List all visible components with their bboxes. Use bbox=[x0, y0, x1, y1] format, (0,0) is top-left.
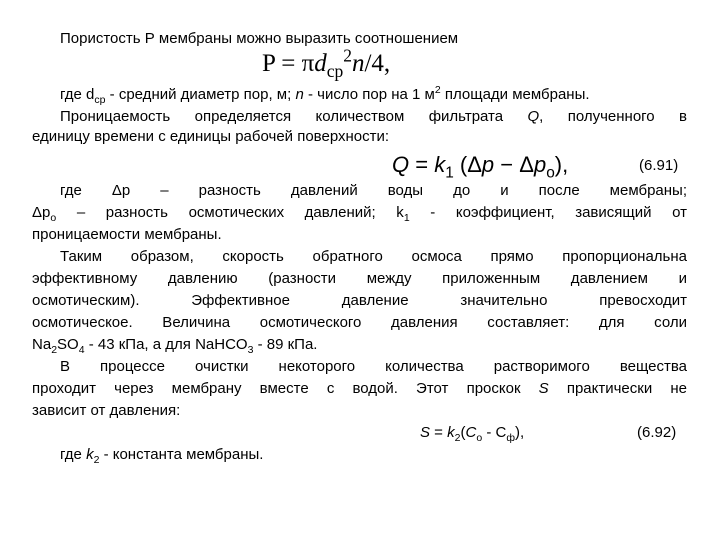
paragraph-osmosis-line2: эффективному давлению (разности между приложенным давлением и bbox=[32, 270, 687, 287]
paragraph-pressure-line2: $\Delta р_о$ – разность осмотических давлений; $k_1$ - коэффициент, зависящий от bbox=[32, 204, 687, 224]
paragraph-k2-definition: где $k_2$ - константа мембраны. bbox=[60, 446, 264, 466]
paragraph-leakage-line1: В процессе очистки некоторого количества растворимого вещества bbox=[60, 358, 687, 375]
paragraph-leakage-line2: проходит через мембрану вместе с водой. Этот проскок S практически не bbox=[32, 380, 687, 397]
formula-porosity: $P = \pi d_{ср}^2n/4$, bbox=[262, 45, 391, 81]
equation-number-6-92: (6.92) bbox=[637, 424, 677, 441]
paragraph-definitions: где $d_{ср}$ - средний диаметр пор, м; n - число пор на 1 $м^2$ площади мембраны. bbox=[60, 84, 590, 106]
paragraph-osmosis-line5: $Na_2SO_4 - 43$ кПа, а для NaHCO$_3$ - 89 кПа. bbox=[32, 336, 318, 356]
paragraph-osmosis-line4: осмотическое. Величина осмотического давления составляет: для соли bbox=[32, 314, 687, 331]
paragraph-osmosis-line3: осмотическим). Эффективное давление значительно превосходит bbox=[32, 292, 687, 309]
paragraph-osmosis-line1: Таким образом, скорость обратного осмоса прямо пропорциональна bbox=[60, 248, 687, 265]
equation-number-6-91: (6.91) bbox=[639, 157, 679, 174]
paragraph-permeability-line2: единицу времени с единицы рабочей поверхности: bbox=[32, 128, 390, 145]
formula-leakage: $S = k_2(C_о - С_ф)$, bbox=[420, 424, 525, 444]
paragraph-pressure-line1: где Δр – разность давлений воды до и после мембраны; bbox=[60, 182, 687, 199]
paragraph-permeability-line1: Проницаемость определяется количеством фильтрата Q, полученного в bbox=[60, 108, 687, 125]
paragraph-porosity: Пористость Р мембраны можно выразить соотношением bbox=[60, 30, 459, 47]
formula-flux: $Q = k_1$ $(\Delta p - \Delta p_o)$, bbox=[392, 152, 569, 182]
paragraph-pressure-line3: проницаемости мембраны. bbox=[32, 226, 222, 243]
paragraph-leakage-line3: зависит от давления: bbox=[32, 402, 181, 419]
